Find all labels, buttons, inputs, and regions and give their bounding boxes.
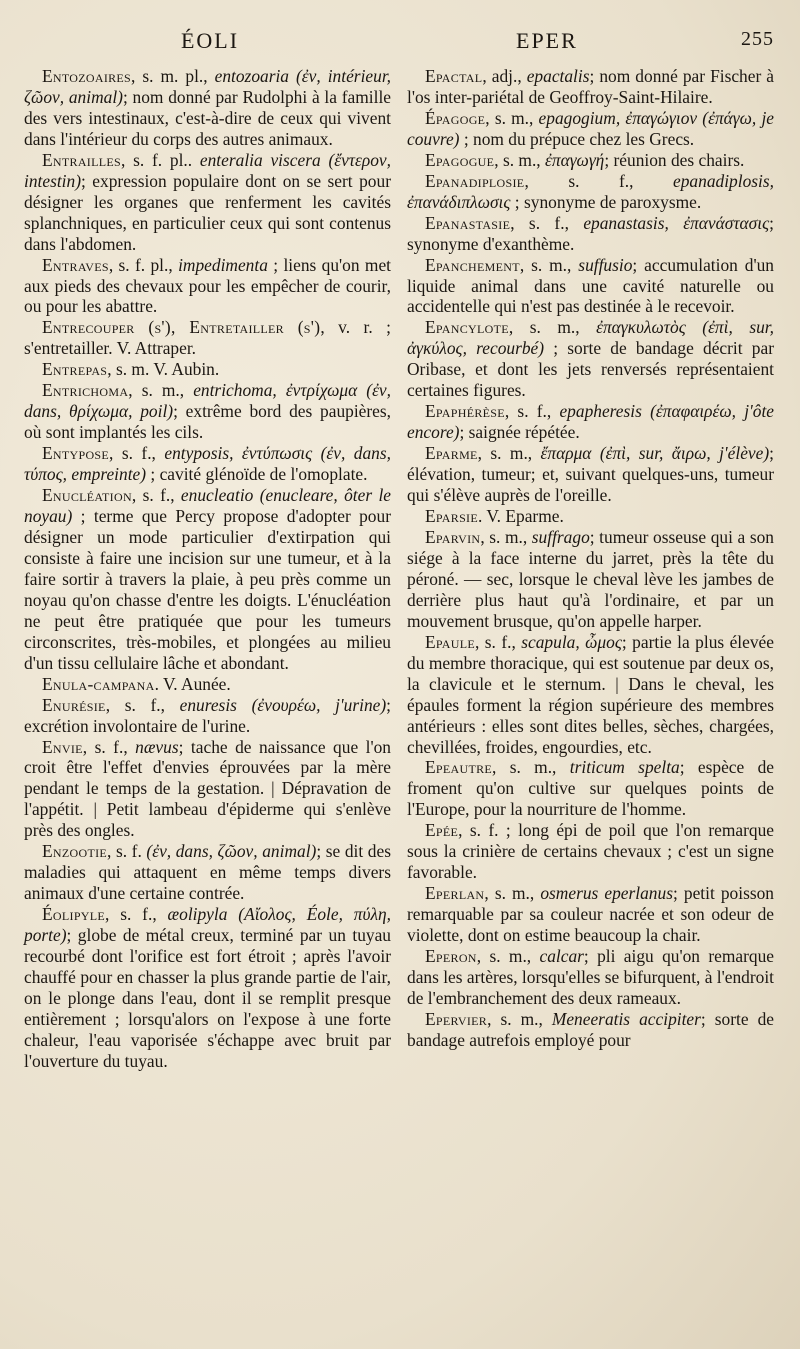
entry-grammar: , s. m., bbox=[519, 254, 579, 275]
entry-headword: Epanastasie bbox=[425, 212, 511, 233]
entry-definition: ; liens qu'on met aux pieds des chevaux pour les empêcher de courir, ou pour les abattre. bbox=[24, 254, 391, 317]
entry-etymology: (ἐν, dans, ζῶον, animal) bbox=[146, 841, 317, 862]
dictionary-entry bbox=[24, 674, 391, 695]
dictionary-entry bbox=[407, 1009, 774, 1051]
entry-definition: V. Aunée. bbox=[162, 673, 231, 694]
entry-definition: ; nom donné par Fischer à l'os inter-pariétal de Geoffroy-Saint-Hilaire. bbox=[407, 66, 775, 107]
entry-headword: Epervier bbox=[425, 1008, 488, 1029]
entry-latin-term: enuresis bbox=[179, 694, 237, 715]
dictionary-entry bbox=[24, 904, 391, 1072]
dictionary-entry bbox=[407, 883, 774, 946]
entry-grammar: , s. f. pl.. bbox=[120, 149, 200, 170]
dictionary-entry bbox=[407, 820, 774, 883]
running-head bbox=[24, 28, 774, 64]
entry-grammar: , s. f. bbox=[107, 841, 147, 862]
entry-headword: Enurésie bbox=[42, 694, 106, 715]
dictionary-entry bbox=[407, 632, 774, 758]
entry-definition: ; nom du prépuce chez les Grecs. bbox=[459, 128, 695, 149]
entry-definition: ; petit poisson remarquable par sa couleur nacrée et son odeur de violette, dont on estime beaucoup la chair. bbox=[407, 883, 775, 946]
entry-definition: ; cavité glénoïde de l'omoplate. bbox=[146, 464, 368, 485]
entry-latin-term: æolipyla bbox=[167, 904, 228, 925]
entry-headword: Eparsie bbox=[425, 506, 478, 527]
entry-etymology: ἐπαγωγή bbox=[545, 149, 605, 170]
entry-definition: ; partie la plus élevée du membre thoracique, qui est soutenue par deux os, la clavicule et le sternum. | Dans le cheval, les épaules forment la région supérieure des membres antérieurs : elles sont dites belles, sèches, chargées, chevillées, froides, engourdies, etc. bbox=[407, 631, 774, 757]
entry-definition: ; terme que Percy propose d'adopter pour désigner un mode particulier d'extirpation qui consiste à faire une incision sur une tumeur, et à la faire sortir à travers la plaie, à peu près comme un noyau qu'on chasse d'entre les doigts. L'énucléation ne peut être pratiquée que pour les tumeurs circonscrites, très-mobiles, et plongées au milieu d'un tissu cellulaire lâche et abondant. bbox=[24, 506, 391, 673]
entry-latin-term: impedimenta bbox=[178, 254, 268, 275]
entry-definition: ; excrétion involontaire de l'urine. bbox=[24, 694, 391, 736]
entry-grammar: , s. m. bbox=[107, 359, 154, 380]
dictionary-entry bbox=[24, 380, 391, 443]
entry-latin-term: enucleatio (enucleare, ôter le noyau) bbox=[24, 485, 392, 527]
entry-headword: Entrailles bbox=[42, 149, 121, 170]
entry-definition: V. Aubin. bbox=[153, 359, 220, 380]
entry-definition: ; expression populaire dont on se sert pour désigner les organes que renferment les cavités splanchniques, en particulier ceux qui sont contenus dans l'abdomen. bbox=[24, 170, 391, 254]
entry-headword: Entrecouper (s'), Entretailler (s') bbox=[42, 317, 321, 338]
entry-definition: ; élévation, tumeur; et, suivant quelques-uns, tumeur qui s'élève auprès de l'oreille. bbox=[407, 443, 774, 506]
entry-grammar: , s. m., bbox=[484, 883, 541, 904]
entry-grammar: , adj., bbox=[482, 66, 527, 86]
running-head-left: ÉOLI bbox=[180, 28, 240, 53]
entry-definition: ; tache de naissance que l'on croit être l'effet d'envies éprouvées par la mère pendant le temps de la gestation. | Dépravation de l'appétit. | Petit lambeau d'épiderme qui s'enlève près des ongles. bbox=[24, 736, 391, 841]
entry-definition: V. Eparme. bbox=[486, 506, 564, 527]
dictionary-entry bbox=[24, 841, 391, 904]
dictionary-entry bbox=[407, 213, 774, 255]
entry-definition: ; réunion des chairs. bbox=[604, 149, 745, 170]
entry-grammar: , s. f., bbox=[109, 443, 165, 464]
dictionary-entry bbox=[407, 150, 774, 171]
entry-etymology: , ὦμος bbox=[575, 631, 622, 652]
left-column bbox=[24, 66, 391, 1072]
dictionary-entry bbox=[24, 359, 391, 380]
entry-definition: ; se dit des maladies qui attaquent en même temps divers animaux d'une certaine contrée. bbox=[24, 841, 391, 904]
entry-headword: Epancylote bbox=[425, 317, 509, 338]
entry-etymology: (ἐν, intérieur, ζῶον, animal) bbox=[24, 66, 392, 107]
entry-grammar: , s. f., bbox=[524, 170, 674, 191]
entry-headword: Eparme bbox=[425, 443, 478, 464]
dictionary-entry bbox=[407, 317, 774, 401]
entry-grammar: , s. m., bbox=[494, 149, 545, 170]
dictionary-entry bbox=[407, 171, 774, 213]
entry-headword: Éolipyle bbox=[42, 904, 106, 925]
entry-grammar: , s. f. pl., bbox=[108, 254, 179, 275]
entry-headword: Epagogue bbox=[425, 149, 495, 170]
entry-headword: Epée bbox=[425, 820, 459, 841]
entry-grammar: , s. f., bbox=[510, 212, 584, 233]
entry-etymology: , ἐπαγώγιον (ἐπάγω, je couvre) bbox=[407, 107, 775, 149]
entry-grammar: , s. f., bbox=[105, 694, 180, 715]
entry-grammar: , s. m., bbox=[128, 380, 194, 401]
entry-grammar: , s. m., bbox=[476, 946, 540, 967]
dictionary-entry bbox=[24, 255, 391, 318]
entry-headword: Eperlan bbox=[425, 883, 485, 904]
entry-etymology: (Αἴολος, Éole, πύλη, porte) bbox=[24, 904, 391, 946]
entry-latin-term: entrichoma bbox=[193, 380, 273, 401]
entry-grammar: , v. r. ; bbox=[320, 317, 391, 338]
text-columns bbox=[24, 66, 774, 1072]
entry-latin-term: nævus bbox=[135, 736, 179, 757]
dictionary-entry bbox=[407, 527, 774, 632]
entry-grammar: . bbox=[477, 506, 487, 527]
dictionary-entry bbox=[407, 255, 774, 318]
entry-definition: ; accumulation d'un liquide animal dans une cavité naturelle ou accidentelle qui n'est pas destinée à le recevoir. bbox=[407, 254, 774, 317]
entry-headword: Epactal bbox=[425, 66, 483, 86]
entry-definition: ; saignée répétée. bbox=[459, 422, 580, 443]
entry-headword: Epanchement bbox=[425, 254, 520, 275]
entry-definition: ; nom donné par Rudolphi à la famille des vers intestinaux, c'est-à-dire de ceux qui vivent dans l'intérieur du corps des autres animaux. bbox=[24, 86, 391, 149]
entry-grammar: , s. m. pl., bbox=[131, 66, 215, 86]
entry-headword: Enucléation bbox=[42, 485, 132, 506]
entry-etymology: , ἐπανάδιπλωσις bbox=[407, 170, 774, 212]
entry-definition: s'entretailler. V. Attraper. bbox=[24, 338, 197, 359]
dictionary-entry bbox=[407, 108, 774, 150]
entry-headword: Entrepas bbox=[42, 359, 108, 380]
entry-etymology: ἐπαγκυλωτὸς (ἐπὶ, sur, ἀγκύλος, recourbé) bbox=[407, 317, 774, 359]
entry-etymology: , ἐντρίχωμα (ἐν, dans, θρίχωμα, poil) bbox=[24, 380, 391, 422]
entry-headword: Eparvin bbox=[425, 526, 481, 547]
entry-grammar: , s. f., bbox=[131, 485, 181, 506]
entry-definition: ; synonyme de paroxysme. bbox=[510, 191, 702, 212]
entry-definition: ; espèce de froment qu'on cultive sur quelques points de l'Europe, pour la nourriture de l'homme. bbox=[407, 757, 774, 820]
dictionary-entry bbox=[24, 737, 391, 842]
entry-headword: Entrichoma bbox=[42, 380, 129, 401]
entry-latin-term: epagogium bbox=[538, 107, 616, 128]
entry-latin-term: entozoaria bbox=[214, 66, 290, 86]
entry-headword: Envie bbox=[42, 736, 83, 757]
entry-definition: ; pli aigu qu'on remarque dans les artères, lorsqu'elles se bifurquent, à l'endroit de l'embranchement des deux rameaux. bbox=[407, 946, 775, 1008]
entry-definition: ; extrême bord des paupières, où sont implantés les cils. bbox=[24, 401, 392, 443]
running-head-center: EPER bbox=[516, 28, 578, 53]
dictionary-entry bbox=[24, 695, 391, 737]
entry-definition: ; tumeur osseuse qui a son siége à la face interne du jarret, près la tête du péroné. — sec, lorsque le cheval lève les jambes de derrière plus haut qu'à l'ordinaire, et par un mouvement brusque, qu'on appelle harper. bbox=[407, 526, 774, 631]
entry-headword: Epaule bbox=[425, 631, 475, 652]
entry-latin-term: epactalis bbox=[526, 66, 590, 86]
entry-definition: long épi de poil que l'on remarque sous la crinière de certains chevaux ; c'est un signe favorable. bbox=[407, 820, 774, 883]
entry-grammar: , s. m., bbox=[480, 526, 532, 547]
dictionary-entry bbox=[407, 506, 774, 527]
entry-etymology: (ἐπαφαιρέω, j'ôte encore) bbox=[407, 401, 774, 443]
dictionary-entry bbox=[407, 443, 774, 506]
entry-grammar: , s. m., bbox=[485, 107, 539, 128]
entry-latin-term: enteralia viscera bbox=[199, 149, 321, 170]
entry-latin-term: epanadiplosis bbox=[673, 170, 770, 191]
entry-etymology: (ἐνουρέω, j'urine) bbox=[236, 694, 387, 715]
entry-grammar: , s. f., bbox=[475, 631, 522, 652]
entry-grammar: , s. f., bbox=[105, 904, 168, 925]
entry-definition: ; synonyme d'exanthème. bbox=[407, 212, 774, 254]
entry-etymology: , ἐντύπωσις (ἐν, dans, τύπος, empreinte) bbox=[24, 443, 391, 485]
entry-headword: Epeautre bbox=[425, 757, 493, 778]
right-column bbox=[407, 66, 774, 1072]
entry-latin-term: epapheresis bbox=[559, 401, 642, 422]
entry-definition: ; globe de métal creux, terminé par un tuyau recourbé dont l'orifice est fort étroit ; après l'avoir chauffé pour en chasser la plus grande partie de l'air, on le plonge dans l'eau, dont il se remplit presque entièrement ; lorsqu'alors on l'expose à une forte chaleur, l'eau vaporisée s'échappe avec bruit par l'ouverture du tuyau. bbox=[24, 925, 391, 1071]
entry-etymology: (ἔντερον, intestin) bbox=[24, 149, 391, 191]
entry-grammar: , s. m., bbox=[508, 317, 597, 338]
entry-definition: ; sorte de bandage décrit par Oribase, et dont les jets renversés représentaient certaines figures. bbox=[407, 338, 774, 401]
entry-grammar: . bbox=[154, 673, 163, 694]
dictionary-entry bbox=[24, 66, 391, 150]
entry-latin-term: Meneeratis accipiter bbox=[551, 1008, 701, 1029]
entry-definition: ; sorte de bandage autrefois employé pour bbox=[407, 1008, 775, 1050]
entry-latin-term: triticum spelta bbox=[569, 757, 680, 778]
entry-latin-term: suffrago bbox=[531, 526, 590, 547]
entry-latin-term: calcar bbox=[539, 946, 584, 967]
entry-latin-term: suffusio bbox=[578, 254, 633, 275]
entry-grammar: , s. f., bbox=[504, 401, 560, 422]
dictionary-entry bbox=[407, 757, 774, 820]
entry-grammar: , s. m., bbox=[492, 757, 570, 778]
entry-grammar: , s. m., bbox=[477, 443, 541, 464]
entry-latin-term: scapula bbox=[521, 631, 576, 652]
entry-latin-term: epanastasis bbox=[583, 212, 665, 233]
entry-headword: Enula-campana bbox=[42, 673, 155, 694]
entry-headword: Enzootie bbox=[42, 841, 108, 862]
page-number: 255 bbox=[741, 28, 774, 50]
entry-headword: Eperon bbox=[425, 946, 477, 967]
entry-grammar: , s. f., bbox=[82, 736, 136, 757]
dictionary-entry bbox=[24, 485, 391, 674]
dictionary-entry bbox=[407, 66, 774, 108]
entry-headword: Épagoge bbox=[425, 107, 486, 128]
entry-etymology: , ἐπανάστασις bbox=[664, 212, 770, 233]
dictionary-entry bbox=[24, 443, 391, 485]
entry-headword: Epanadiplosie bbox=[425, 170, 525, 191]
entry-headword: Entraves bbox=[42, 254, 109, 275]
entry-headword: Epaphérèse bbox=[425, 401, 505, 422]
entry-grammar: , s. f. ; bbox=[458, 820, 519, 841]
dictionary-entry bbox=[407, 401, 774, 443]
entry-headword: Entozoaires bbox=[42, 66, 132, 86]
entry-etymology: ἔπαρμα (ἐπὶ, sur, ἄιρω, j'élève) bbox=[540, 443, 770, 464]
entry-headword: Entypose bbox=[42, 443, 110, 464]
dictionary-entry bbox=[24, 317, 391, 359]
entry-grammar: , s. m., bbox=[487, 1008, 552, 1029]
dictionary-entry bbox=[407, 946, 774, 1009]
dictionary-entry bbox=[24, 150, 391, 255]
entry-latin-term: entyposis bbox=[164, 443, 230, 464]
entry-latin-term: osmerus eperlanus bbox=[540, 883, 673, 904]
